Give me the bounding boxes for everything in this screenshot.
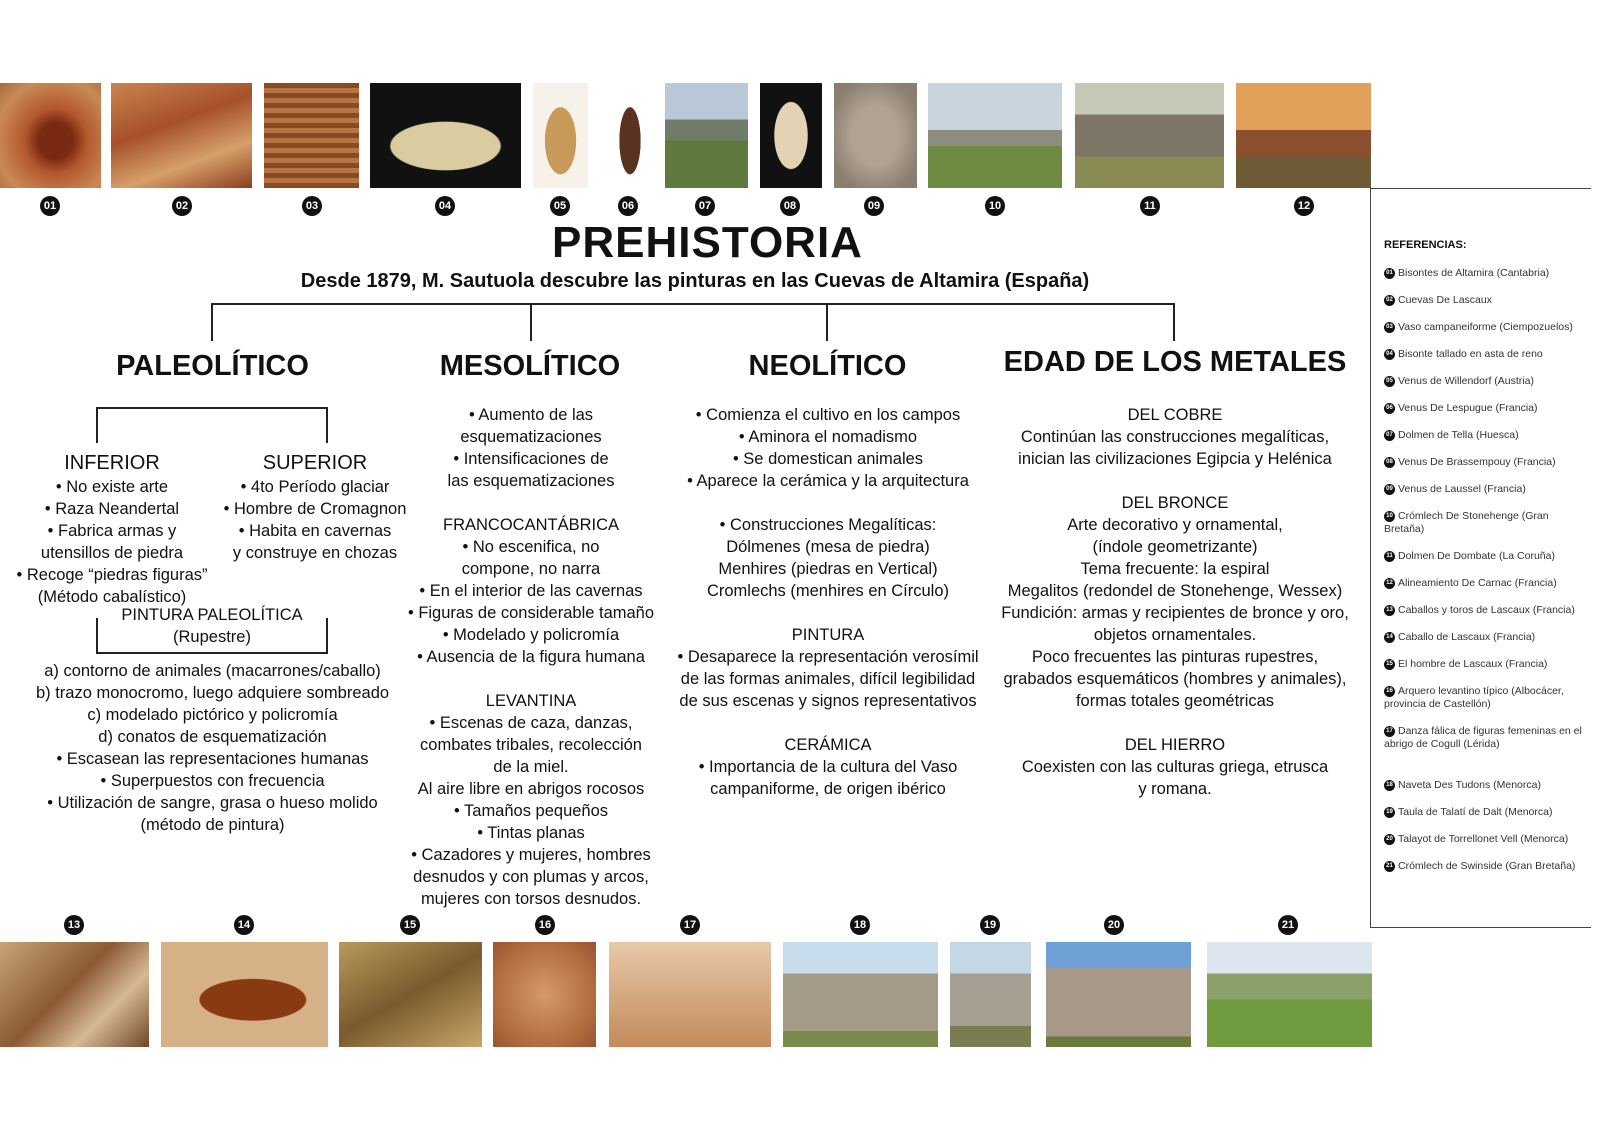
ref-text: Venus De Lespugue (Francia)	[1398, 402, 1538, 414]
ref-number: 15	[1384, 659, 1395, 670]
list-item: • Desaparece la representación verosímil	[677, 648, 979, 666]
ref-text: Taula de Talatí de Dalt (Menorca)	[1398, 806, 1553, 818]
photo-11-dolmen-dombate	[1075, 83, 1224, 188]
paleo-inferior-list	[2, 476, 222, 608]
number-badge-15: 15	[400, 915, 420, 935]
ref-number: 07	[1384, 430, 1395, 441]
number-badge-19: 19	[980, 915, 1000, 935]
list-item: • Modelado y policromía	[442, 626, 620, 644]
reference-item	[1384, 375, 1589, 388]
number-badge-14: 14	[234, 915, 254, 935]
photo-07-dolmen-tella	[665, 83, 748, 188]
photo-19-taula-talati	[950, 942, 1031, 1047]
ref-number: 09	[1384, 484, 1395, 495]
reference-item	[1384, 483, 1589, 496]
list-item: Continúan las construcciones megalíticas,	[1020, 428, 1330, 446]
photo-09-venus-laussel	[834, 83, 917, 188]
bracket-horizontal	[211, 303, 1175, 305]
number-badge-03: 03	[302, 196, 322, 216]
bracket-tick-metales	[1173, 303, 1175, 341]
neo-content	[668, 404, 988, 800]
list-item: c) modelado pictórico y policromía	[87, 706, 338, 724]
list-item: • Figuras de considerable tamaño	[407, 604, 655, 622]
bracket-tick-neolitico	[826, 303, 828, 341]
levantina-heading: LEVANTINA	[485, 692, 577, 710]
list-item: compone, no narra	[461, 560, 601, 578]
list-item: • Fabrica armas y	[47, 522, 177, 540]
pintura-paleolitica-subheading: (Rupestre)	[173, 628, 251, 646]
ref-number: 08	[1384, 457, 1395, 468]
list-item: utensillos de piedra	[40, 544, 184, 562]
number-badge-08: 08	[780, 196, 800, 216]
photo-08-venus-brassempouy	[760, 83, 822, 188]
list-item: (método de pintura)	[140, 816, 285, 834]
photo-06-venus-lespugue	[605, 83, 655, 188]
reference-item	[1384, 348, 1589, 361]
paleo-superior-list	[210, 476, 420, 564]
number-badge-01: 01	[40, 196, 60, 216]
reference-item	[1384, 860, 1589, 873]
ref-number: 13	[1384, 605, 1395, 616]
reference-item	[1384, 402, 1589, 415]
page-title: PREHISTORIA	[552, 218, 863, 267]
ref-number: 11	[1384, 551, 1395, 562]
list-item: Poco frecuentes las pinturas rupestres,	[1031, 648, 1319, 666]
paleo-superior-title: SUPERIOR	[262, 452, 368, 474]
list-item: • Comienza el cultivo en los campos	[695, 406, 961, 424]
list-item: • Aumento de las	[468, 406, 594, 424]
ref-number: 14	[1384, 632, 1395, 643]
list-item: • Importancia de la cultura del Vaso	[698, 758, 958, 776]
ref-number: 20	[1384, 834, 1395, 845]
number-badge-06: 06	[618, 196, 638, 216]
list-item: campaniforme, de origen ibérico	[710, 780, 946, 798]
photo-17-danza-cogull	[609, 942, 771, 1047]
ref-number: 05	[1384, 376, 1395, 387]
photo-13-caballos-toros-lascaux	[0, 942, 149, 1047]
list-item: • Superpuestos con frecuencia	[100, 772, 325, 790]
list-item: • Escasean las representaciones humanas	[56, 750, 369, 768]
del-bronce-heading: DEL BRONCE	[1121, 494, 1229, 512]
list-item: b) trazo monocromo, luego adquiere sombreado	[35, 684, 390, 702]
paleo-bracket-top	[96, 407, 328, 409]
paleo-lower-bracket-bottom	[96, 652, 328, 654]
list-item: Arte decorativo y ornamental,	[1067, 516, 1283, 534]
ref-text: Talayot de Torrellonet Vell (Menorca)	[1398, 833, 1569, 845]
reference-item	[1384, 658, 1589, 671]
list-item: • Ausencia de la figura humana	[417, 648, 645, 666]
number-badge-18: 18	[850, 915, 870, 935]
list-item: • Tintas planas	[477, 824, 585, 842]
pintura-paleolitica-heading: PINTURA PALEOLÍTICA	[121, 606, 303, 624]
list-item: • Recoge “piedras figuras”	[16, 566, 208, 584]
paleo-pintura-list	[10, 660, 415, 836]
list-item: • 4to Período glaciar	[240, 478, 390, 496]
ref-text: Crómlech De Stonehenge (Gran Bretaña)	[1384, 510, 1549, 535]
list-item: mujeres con torsos desnudos.	[420, 890, 642, 908]
ref-text: Venus De Brassempouy (Francia)	[1398, 456, 1556, 468]
photo-10-stonehenge	[928, 83, 1062, 188]
ref-text: Venus de Willendorf (Austria)	[1398, 375, 1534, 387]
list-item: • Se domestican animales	[732, 450, 924, 468]
photo-18-naveta-tudons	[783, 942, 938, 1047]
heading-paleolitico: PALEOLÍTICO	[116, 350, 309, 382]
ref-text: Alineamiento De Carnac (Francia)	[1398, 577, 1557, 589]
heading-edad-metales: EDAD DE LOS METALES	[1003, 346, 1347, 378]
reference-item	[1384, 833, 1589, 846]
paleo-lower-bracket-left	[96, 618, 98, 654]
list-item: a) contorno de animales (macarrones/caballo)	[44, 662, 381, 680]
list-item: las esquematizaciones	[447, 472, 615, 490]
ref-text: Dolmen de Tella (Huesca)	[1398, 429, 1519, 441]
ref-text: Caballos y toros de Lascaux (Francia)	[1398, 604, 1575, 616]
ref-text: Naveta Des Tudons (Menorca)	[1398, 779, 1541, 791]
ref-text: Dolmen De Dombate (La Coruña)	[1398, 550, 1555, 562]
ref-text: Caballo de Lascaux (Francia)	[1398, 631, 1536, 643]
reference-item	[1384, 429, 1589, 442]
list-item: Megalitos (redondel de Stonehenge, Wessex)	[1007, 582, 1343, 600]
ref-number: 01	[1384, 268, 1395, 279]
number-badge-16: 16	[535, 915, 555, 935]
number-badge-10: 10	[985, 196, 1005, 216]
photo-12-carnac	[1236, 83, 1371, 188]
photo-04-bisonte-tallado	[370, 83, 521, 188]
ref-number: 03	[1384, 322, 1395, 333]
list-item: (Método cabalístico)	[37, 588, 187, 606]
photo-14-caballo-lascaux	[161, 942, 328, 1047]
number-badge-07: 07	[695, 196, 715, 216]
list-item: • Tamaños pequeños	[453, 802, 609, 820]
ref-text: Bisonte tallado en asta de reno	[1398, 348, 1543, 360]
reference-item	[1384, 510, 1589, 536]
reference-item	[1384, 550, 1589, 563]
reference-item	[1384, 294, 1589, 307]
ref-number: 04	[1384, 349, 1395, 360]
list-item: • En el interior de las cavernas	[419, 582, 643, 600]
reference-item	[1384, 806, 1589, 819]
list-item: (índole geometrizante)	[1092, 538, 1258, 556]
reference-item	[1384, 685, 1589, 711]
list-item: objetos ornamentales.	[1093, 626, 1257, 644]
number-badge-20: 20	[1104, 915, 1124, 935]
list-item: • Construcciones Megalíticas:	[719, 516, 937, 534]
list-item: • No escenifica, no	[462, 538, 600, 556]
list-item: inician las civilizaciones Egipcia y Helénica	[1018, 450, 1332, 468]
list-item: desnudos y con plumas y arcos,	[413, 868, 649, 886]
francocantabrica-heading: FRANCOCANTÁBRICA	[442, 516, 619, 534]
metales-content	[992, 404, 1358, 800]
reference-item	[1384, 779, 1589, 792]
number-badge-09: 09	[864, 196, 884, 216]
bracket-tick-mesolitico	[530, 303, 532, 341]
list-item: combates tribales, recolección	[420, 736, 642, 754]
list-item: y romana.	[1138, 780, 1212, 798]
reference-item	[1384, 321, 1589, 334]
number-badge-13: 13	[64, 915, 84, 935]
list-item: Coexisten con las culturas griega, etrusca	[1021, 758, 1329, 776]
list-item: de la miel.	[493, 758, 569, 776]
reference-item	[1384, 456, 1589, 469]
ref-text: Venus de Laussel (Francia)	[1398, 483, 1526, 495]
list-item: Menhires (piedras en Vertical)	[718, 560, 938, 578]
list-item: Cromlechs (menhires en Círculo)	[706, 582, 950, 600]
del-hierro-heading: DEL HIERRO	[1124, 736, 1226, 754]
list-item: de sus escenas y signos representativos	[679, 692, 977, 710]
ref-number: 21	[1384, 861, 1395, 872]
list-item: formas totales geométricas	[1075, 692, 1275, 710]
reference-item	[1384, 631, 1589, 644]
list-item: d) conatos de esquematización	[98, 728, 327, 746]
list-item: • Escenas de caza, danzas,	[429, 714, 633, 732]
photo-15-hombre-lascaux	[339, 942, 482, 1047]
paleo-pintura-title	[96, 604, 328, 648]
ref-number: 16	[1384, 686, 1395, 697]
number-badge-04: 04	[435, 196, 455, 216]
reference-item	[1384, 725, 1589, 751]
photo-20-talayot-torrellonet	[1046, 942, 1191, 1047]
heading-neolitico: NEOLÍTICO	[748, 350, 907, 382]
ref-number: 18	[1384, 780, 1395, 791]
list-item: • Aminora el nomadismo	[738, 428, 918, 446]
paleo-bracket-left	[96, 407, 98, 443]
ref-text: Danza fálica de figuras femeninas en el abrigo de Cogull (Lérida)	[1384, 725, 1582, 750]
paleo-lower-bracket-right	[326, 618, 328, 654]
heading-mesolitico: MESOLÍTICO	[439, 350, 621, 382]
ref-number: 12	[1384, 578, 1395, 589]
number-badge-21: 21	[1278, 915, 1298, 935]
list-item: Al aire libre en abrigos rocosos	[417, 780, 645, 798]
list-item: Dólmenes (mesa de piedra)	[726, 538, 930, 556]
bracket-tick-paleolitico	[211, 303, 213, 341]
reference-item	[1384, 604, 1589, 617]
ref-number: 17	[1384, 726, 1395, 737]
list-item: • Utilización de sangre, grasa o hueso molido	[47, 794, 378, 812]
ref-text: El hombre de Lascaux (Francia)	[1398, 658, 1548, 670]
number-badge-05: 05	[550, 196, 570, 216]
neo-pintura-heading: PINTURA	[791, 626, 865, 644]
number-badge-11: 11	[1140, 196, 1160, 216]
list-item: Tema frecuente: la espiral	[1080, 560, 1270, 578]
ref-number: 02	[1384, 295, 1395, 306]
paleo-inferior-title: INFERIOR	[64, 452, 160, 474]
number-badge-12: 12	[1294, 196, 1314, 216]
ref-number: 10	[1384, 511, 1395, 522]
del-cobre-heading: DEL COBRE	[1127, 406, 1223, 424]
photo-02-cuevas-lascaux	[111, 83, 252, 188]
photo-03-vaso-campaniforme	[264, 83, 359, 188]
photo-05-venus-willendorf	[533, 83, 588, 188]
list-item: de las formas animales, difícil legibilidad	[680, 670, 976, 688]
list-item: • Habita en cavernas	[238, 522, 392, 540]
list-item: • No existe arte	[55, 478, 169, 496]
number-badge-02: 02	[172, 196, 192, 216]
list-item: y construye en chozas	[232, 544, 398, 562]
ref-text: Cuevas De Lascaux	[1398, 294, 1492, 306]
photo-21-cromlech-swinside	[1207, 942, 1372, 1047]
list-item: • Raza Neandertal	[44, 500, 180, 518]
list-item: esquematizaciones	[460, 428, 602, 446]
ref-number: 06	[1384, 403, 1395, 414]
list-item: • Intensificaciones de	[453, 450, 609, 468]
list-item: Fundición: armas y recipientes de bronce y oro,	[1001, 604, 1349, 622]
paleo-bracket-right	[326, 407, 328, 443]
ref-text: Crómlech de Swinside (Gran Bretaña)	[1398, 860, 1576, 872]
ref-text: Arquero levantino típico (Albocácer, provincia de Castellón)	[1384, 685, 1564, 710]
ref-text: Vaso campaneiforme (Ciempozuelos)	[1398, 321, 1573, 333]
number-badge-17: 17	[680, 915, 700, 935]
reference-item	[1384, 577, 1589, 590]
ref-text: Bisontes de Altamira (Cantabria)	[1398, 267, 1550, 279]
reference-item	[1384, 267, 1589, 280]
list-item: • Hombre de Cromagnon	[223, 500, 407, 518]
photo-01-bisonte-altamira	[0, 83, 101, 188]
ref-number: 19	[1384, 807, 1395, 818]
page-subtitle: Desde 1879, M. Sautuola descubre las pinturas en las Cuevas de Altamira (España)	[300, 270, 1090, 292]
references-title: REFERENCIAS:	[1384, 239, 1467, 251]
list-item: grabados esquemáticos (hombres y animales),	[1003, 670, 1347, 688]
meso-content	[400, 404, 662, 910]
list-item: • Aparece la cerámica y la arquitectura	[687, 472, 969, 490]
list-item: • Cazadores y mujeres, hombres	[411, 846, 651, 864]
neo-ceramica-heading: CERÁMICA	[784, 736, 872, 754]
references-panel	[1370, 188, 1591, 928]
photo-16-arquero-levantino	[493, 942, 596, 1047]
